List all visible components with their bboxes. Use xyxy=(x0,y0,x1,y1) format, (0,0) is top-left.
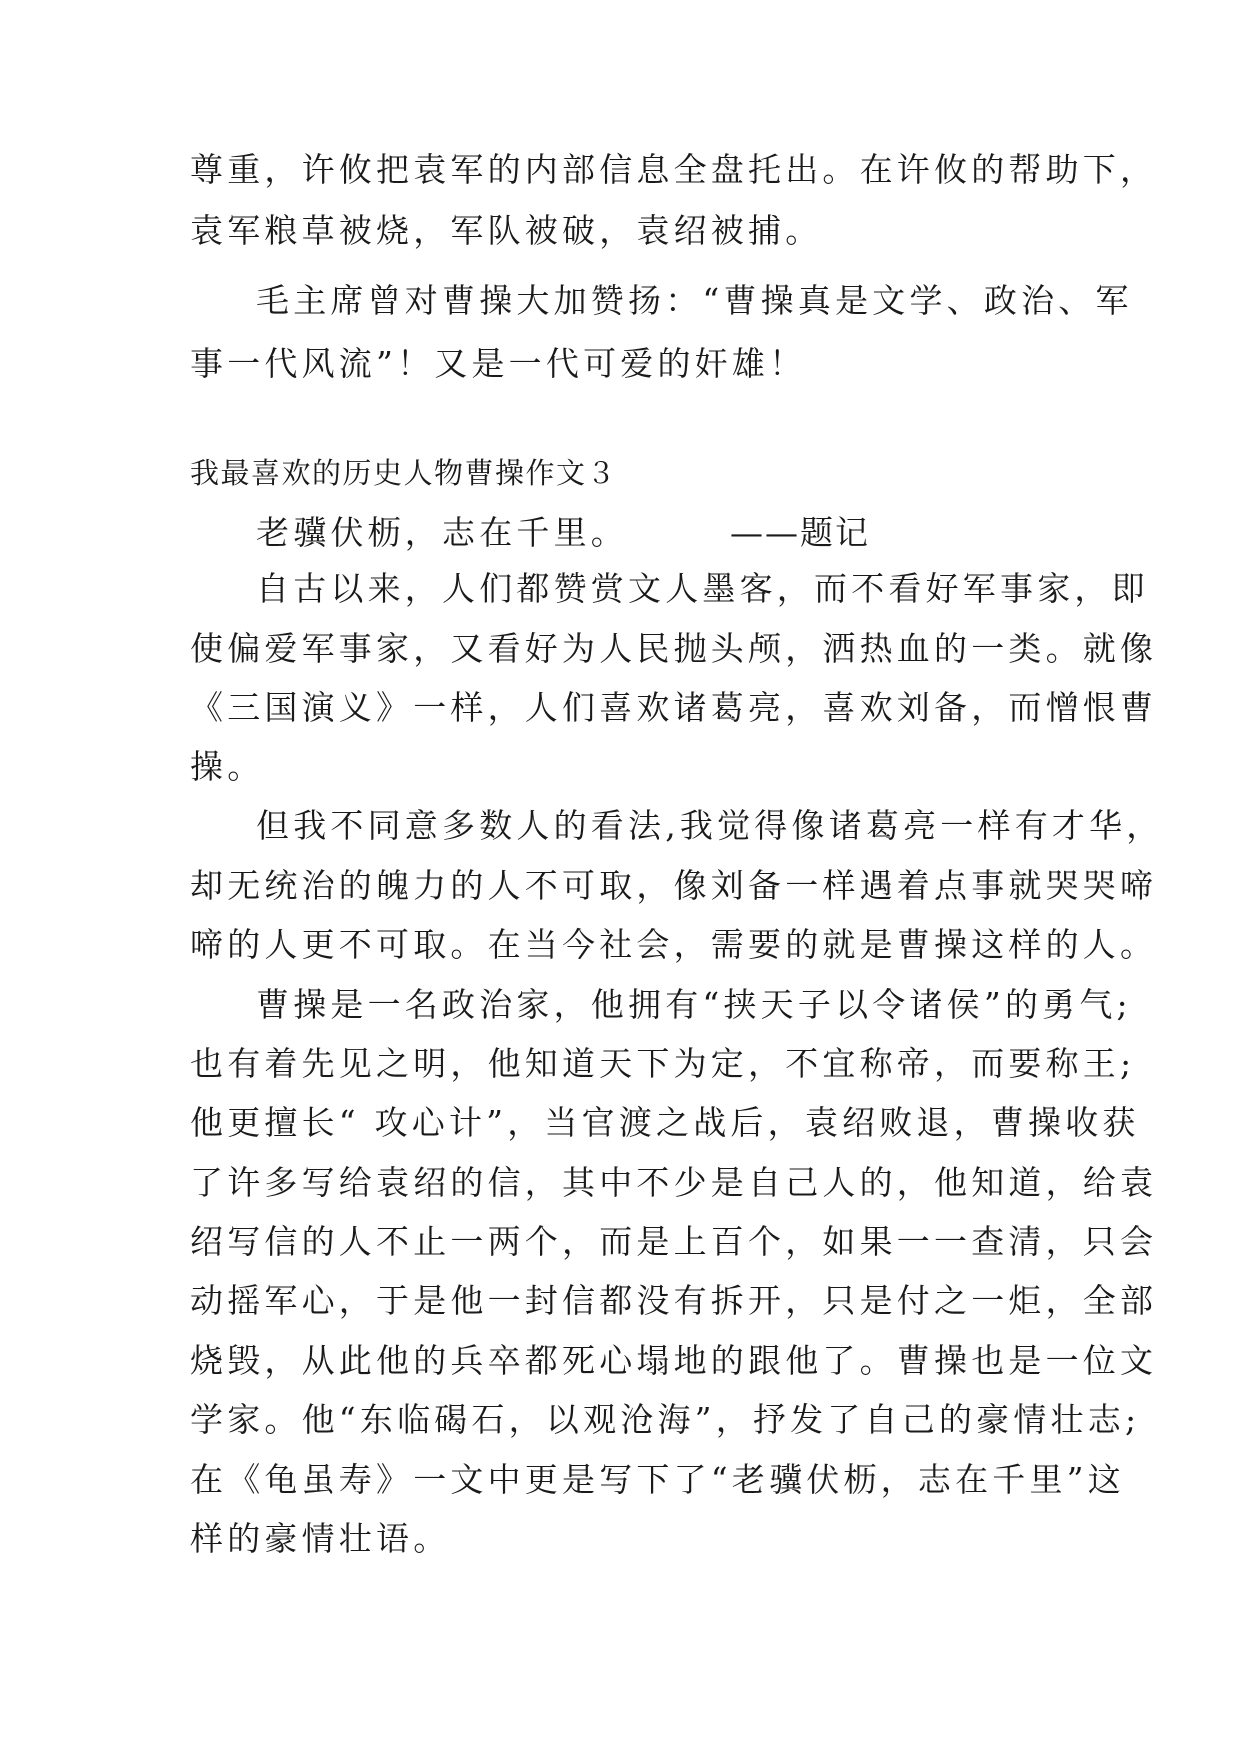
epigraph-text: 老骥伏枥，志在千里。 xyxy=(256,513,628,552)
paragraph-line: 学家。他“东临碣石，以观沧海”，抒发了自己的豪情壮志; xyxy=(190,1400,1141,1439)
paragraph-line: 操。 xyxy=(190,747,265,786)
paragraph-line: 《三国演义》一样，人们喜欢诸葛亮，喜欢刘备，而憎恨曹 xyxy=(190,688,1158,727)
paragraph-line: 却无统治的魄力的人不可取，像刘备一样遇着点事就哭哭啼 xyxy=(190,866,1158,905)
paragraph-line: 了许多写给袁绍的信，其中不少是自己人的，他知道，给袁 xyxy=(190,1163,1158,1202)
paragraph-line: 也有着先见之明，他知道天下为定，不宜称帝，而要称王; xyxy=(190,1044,1136,1083)
epigraph-attribution: ——题记 xyxy=(730,513,870,552)
paragraph-line: 毛主席曾对曹操大加赞扬：“曹操真是文学、政治、军 xyxy=(256,281,1133,320)
paragraph-line: 样的豪情壮语。 xyxy=(190,1519,451,1558)
paragraph-line: 事一代风流”！又是一代可爱的奸雄！ xyxy=(190,344,807,383)
paragraph-line: 使偏爱军事家，又看好为人民抛头颅，洒热血的一类。就像 xyxy=(190,629,1158,668)
paragraph-line: 烧毁，从此他的兵卒都死心塌地的跟他了。曹操也是一位文 xyxy=(190,1341,1158,1380)
paragraph-line: 尊重，许攸把袁军的内部信息全盘托出。在许攸的帮助下， xyxy=(190,150,1158,189)
paragraph-line: 自古以来，人们都赞赏文人墨客，而不看好军事家，即 xyxy=(256,569,1149,608)
paragraph-line: 啼的人更不可取。在当今社会，需要的就是曹操这样的人。 xyxy=(190,925,1158,964)
paragraph-line: 袁军粮草被烧，军队被破，袁绍被捕。 xyxy=(190,211,823,250)
paragraph-line: 在《龟虽寿》一文中更是写下了“老骥伏枥，志在千里”这 xyxy=(190,1460,1125,1499)
essay-heading: 我最喜欢的历史人物曹操作文３ xyxy=(190,456,618,490)
paragraph-line: 曹操是一名政治家，他拥有“挟天子以令诸侯”的勇气; xyxy=(256,985,1132,1024)
paragraph-line: 他更擅长“ 攻心计”，当官渡之战后，袁绍败退，曹操收获 xyxy=(190,1103,1140,1142)
paragraph-line: 但我不同意多数人的看法,我觉得像诸葛亮一样有才华， xyxy=(256,806,1164,845)
paragraph-line: 绍写信的人不止一两个，而是上百个，如果一一查清，只会 xyxy=(190,1222,1158,1261)
paragraph-line: 动摇军心，于是他一封信都没有拆开，只是付之一炬，全部 xyxy=(190,1281,1158,1320)
